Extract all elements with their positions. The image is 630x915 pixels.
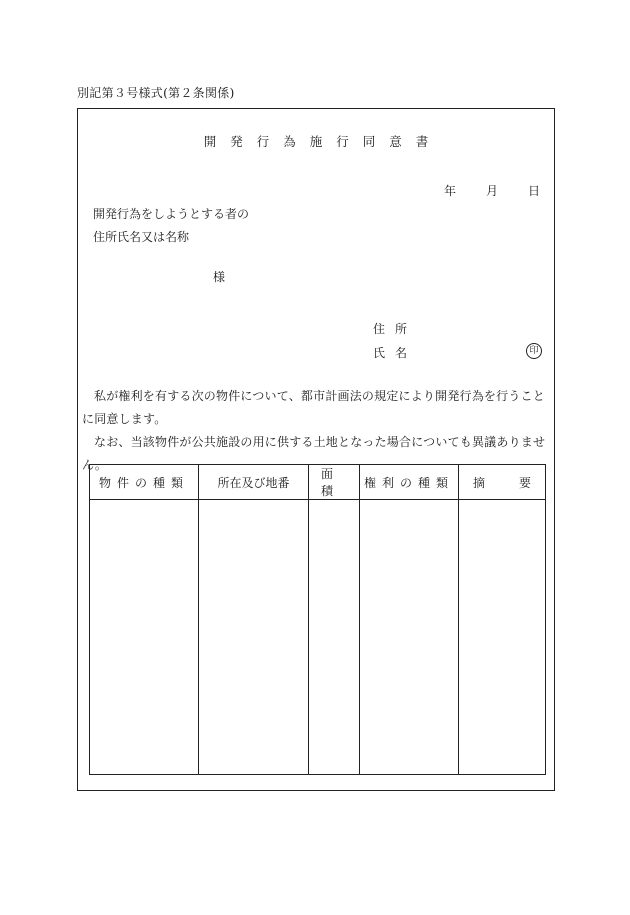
consenter-name-label: 氏名 [373,346,418,360]
property-table-body-row [90,500,546,775]
addressee-line-2: 住所氏名又は名称 [93,230,190,244]
addressee-honorific: 様 [213,270,226,284]
cell-right-kind[interactable] [360,500,459,775]
addressee-line-1: 開発行為をしようとする者の [93,207,250,221]
cell-area[interactable] [309,500,360,775]
header-right-kind: 権利の種類 [360,465,459,500]
consent-paragraph-2: なお、当該物件が公共施設の用に供する土地となった場合についても異議ありません。 [82,435,546,472]
date-day-label: 日 [527,184,540,198]
document-title: 開発行為施行同意書 [203,134,443,149]
header-property-kind: 物件の種類 [90,465,199,500]
cell-location[interactable] [199,500,309,775]
seal-mark-icon: 印 [526,343,542,359]
date-line [444,182,540,199]
header-location: 所在及び地番 [199,465,309,500]
date-month-label: 月 [485,184,498,198]
header-remarks-left: 摘 [473,475,486,490]
consent-paragraph-1: 私が権利を有する次の物件について、都市計画法の規定により開発行為を行うことに同意します。 [82,389,545,426]
consenter-address-label: 住所 [373,322,418,336]
header-remarks [459,465,546,500]
form-reference: 別記第３号様式(第２条関係) [77,86,235,100]
consent-form-frame [77,108,555,791]
header-area: 面積 [309,465,360,500]
date-year-label: 年 [443,184,456,198]
property-table [89,464,546,775]
cell-property-kind[interactable] [90,500,199,775]
property-table-header-row [90,465,546,500]
header-remarks-right: 要 [518,475,531,490]
cell-remarks[interactable] [459,500,546,775]
